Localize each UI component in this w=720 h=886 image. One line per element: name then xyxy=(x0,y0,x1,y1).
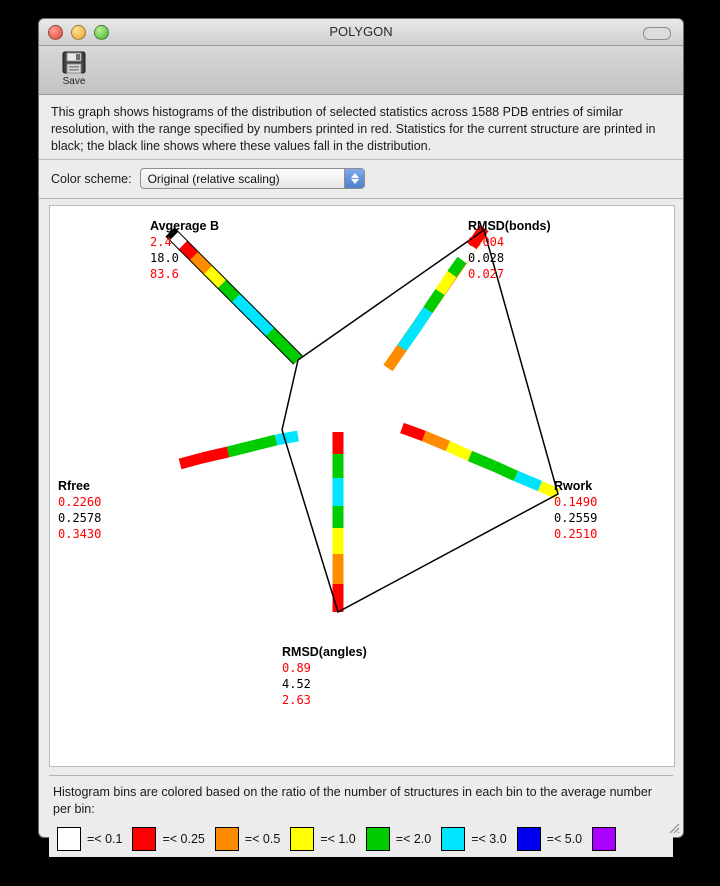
axis-spokes xyxy=(156,228,558,612)
legend-swatch-label: =< 0.1 xyxy=(87,832,123,846)
toolbar xyxy=(39,46,683,95)
legend-swatch xyxy=(57,827,81,851)
chevron-updown-icon xyxy=(344,169,364,188)
structure-polygon xyxy=(282,230,558,612)
color-scheme-label: Color scheme: xyxy=(51,171,132,186)
legend-swatch xyxy=(366,827,390,851)
title-bar xyxy=(39,19,683,46)
axis-rwork-histogram xyxy=(388,428,558,494)
polygon-chart xyxy=(49,205,675,767)
legend-swatch-label: =< 0.5 xyxy=(244,832,281,846)
axis-label-rfree: Rfree 0.2260 0.2578 0.3430 xyxy=(58,479,102,541)
legend-swatch-label: =< 3.0 xyxy=(471,832,507,846)
window-title: POLYGON xyxy=(329,24,393,39)
legend-text: Histogram bins are colored based on the ratio of the number of structures in each bin to the average number per bin: xyxy=(53,785,652,816)
legend-swatch xyxy=(517,827,541,851)
color-scheme-value: Original (relative scaling) xyxy=(147,172,280,186)
axis-label-rwork: Rwork 0.1490 0.2559 0.2510 xyxy=(554,479,598,541)
toolbar-toggle-button[interactable] xyxy=(643,27,671,40)
legend-swatch-label: =< 1.0 xyxy=(320,832,356,846)
legend-swatch xyxy=(132,827,156,851)
resize-handle-icon[interactable] xyxy=(667,821,681,835)
legend-swatch-label: =< 2.0 xyxy=(395,832,432,846)
axis-label-rmsd-angles: RMSD(angles) 0.89 4.52 2.63 xyxy=(282,645,367,707)
axis-rfree-histogram xyxy=(156,436,298,470)
legend-swatch xyxy=(441,827,465,851)
legend-swatch xyxy=(290,827,314,851)
legend-swatch-label: =< 0.25 xyxy=(162,832,205,846)
legend-swatch xyxy=(215,827,239,851)
description-text: This graph shows histograms of the distribution of selected statistics across 1588 PDB entries of similar resolution, with the range specified by numbers printed in red. Statistics for the current structure are printed in black; the black line shows where these values fall in the distribution. xyxy=(51,105,656,153)
color-scheme-select[interactable] xyxy=(140,168,365,189)
color-scheme-row xyxy=(39,160,683,199)
axis-label-rmsd-bonds: RMSD(bonds) 0.004 0.028 0.027 xyxy=(468,219,551,281)
save-button[interactable] xyxy=(49,49,99,87)
chart-area xyxy=(39,199,683,767)
axis-label-avgerage-b: Avgerage B 2.4 18.0 83.6 xyxy=(150,219,220,281)
save-button-label: Save xyxy=(62,76,86,87)
legend-swatch-label: =< 5.0 xyxy=(546,832,583,846)
polygon-window xyxy=(38,18,684,846)
legend-swatches xyxy=(53,827,669,851)
floppy-disk-icon xyxy=(61,49,87,75)
legend-swatch xyxy=(592,827,616,851)
description-panel xyxy=(39,95,683,160)
legend-panel xyxy=(49,775,673,857)
